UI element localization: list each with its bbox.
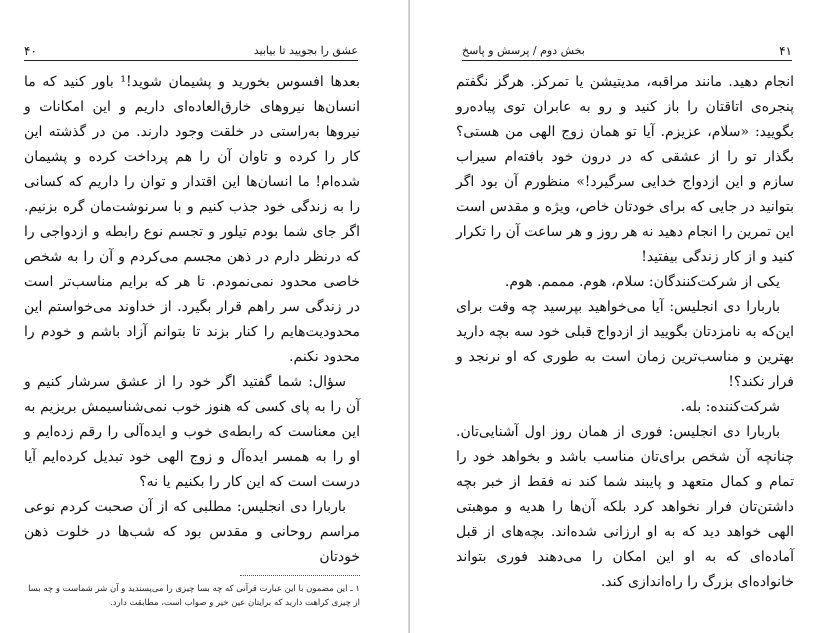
left-running-title: عشق را بجویید تا بیابید	[253, 44, 358, 57]
right-paragraph-2: یکی از شرکت‌کنندگان: سلام، هوم. مممم. هوم.	[504, 274, 780, 290]
right-running-title: بخش دوم / پرسش و پاسخ	[462, 44, 585, 57]
left-page	[0, 0, 410, 633]
left-paragraph-1: بعدها افسوس بخورید و پشیمان شوید!¹ باور کنید که ما انسان‌ها نیروهای خارق‌العاده‌ای داریم و این امکانات و نیروها به‌راستی در خلقت وجود دارند. من در گذشته این کار را کرده و تاوان آن را هم پرداخت کرده و پشیمان شده‌ام! ما انسان‌ها این اقتدار و توان را داریم که کسانی را به زندگی خود جذب کنیم و با سرنوشت‌مان گره بزنیم. اگر جای شما بودم تیلور و تجسم نوع رابطه و ازدواجی را که درنظر دارم در ذهن مجسم می‌کردم و آن را به شخص خاصی محدود نمی‌نمودم. تا هر که برایم مناسب‌تر است در زندگی سر راهم قرار بگیرد. از خداوند می‌خواستم این محدودیت‌هایم را کنار بزند تا بتوانم آزاد باشم و خودم را محدود نکنم.	[24, 74, 360, 365]
right-paragraph-4: شرکت‌کننده: بله.	[680, 399, 780, 415]
right-paragraph-1: انجام دهید. مانند مراقبه، مدیتیشن یا تمرکز. هرگز نگفتم پنجره‌ی اتاقتان را باز کنید و رو به عابران توی پیاده‌رو بگویید: «سلام، عزیزم. آیا تو همان زوج الهی من هستی؟ بگذار تو را از عشقی که در درون خود بافته‌ام سیراب سازم و این ازدواج خدایی سرگیرد!» منظورم آن بود اگر بتوانید در جایی که برای خودتان خاص، ویژه و مقدس است این تمرین را انجام دهید نه هر روز و هر ساعت آن را تکرار کنید و از کار زندگی بیفتید!	[456, 74, 794, 265]
right-page-body	[456, 70, 794, 595]
footnote: ۱ ـ این مضمون با این عبارت قرآنی که چه بسا چیزی را می‌پسندید و آن شر شماست و چه بسا از چیزی کراهت دارید که برایتان عین خیر و صواب است، مطابقت دارد.	[28, 584, 360, 608]
left-paragraph-3: باربارا دی انجلیس: مطلبی که از آن صحبت کردم نوعی مراسم روحانی و مقدس بود که شب‌ها در خلوت ذهن خودتان	[24, 499, 360, 565]
right-paragraph-3: باربارا دی انجلیس: آیا می‌خواهید بپرسید چه وقت برای این‌که به نامزدتان بگویید از ازدواج قبلی خود سه بچه دارید بهترین و مناسب‌ترین زمان است به طوری که او نرنجد و فرار نکند؟!	[456, 299, 794, 390]
footnote-rule	[240, 575, 360, 576]
left-page-body	[24, 70, 360, 570]
left-paragraph-2: سؤال: شما گفتید اگر خود را از عشق سرشار کنیم و آن را به پای کسی که هنوز خوب نمی‌شناسیمش بریزیم به این معناست که رابطه‌ی خوب و ایده‌آلی را رقم زده‌ایم و او را به همسر ایده‌آل و زوج الهی خود تبدیل کرده‌ایم آیا درست است که این کار را بکنیم یا نه؟	[24, 374, 360, 490]
left-page-header	[24, 40, 358, 61]
right-page-header	[462, 40, 792, 61]
left-page-number: ۴۰	[24, 44, 37, 58]
right-page	[410, 0, 832, 633]
right-paragraph-5: باربارا دی انجلیس: فوری از همان روز اول آشنایی‌تان. چنانچه آن شخص برای‌تان مناسب باشد و بخواهد خود را تمام و کمال متعهد و پایبند شما کند نه فقط از خبر بچه داشتن‌تان فرار نخواهد کرد بلکه آن‌ها را هدیه و موهبتی الهی خواهد دید که به او ارزانی شده‌اند. بچه‌های از قبل آماده‌ای که به او این امکان را می‌دهند فوری بتواند خانواده‌ای بزرگ را راه‌اندازی کند.	[456, 424, 794, 590]
right-page-number: ۴۱	[779, 44, 792, 58]
